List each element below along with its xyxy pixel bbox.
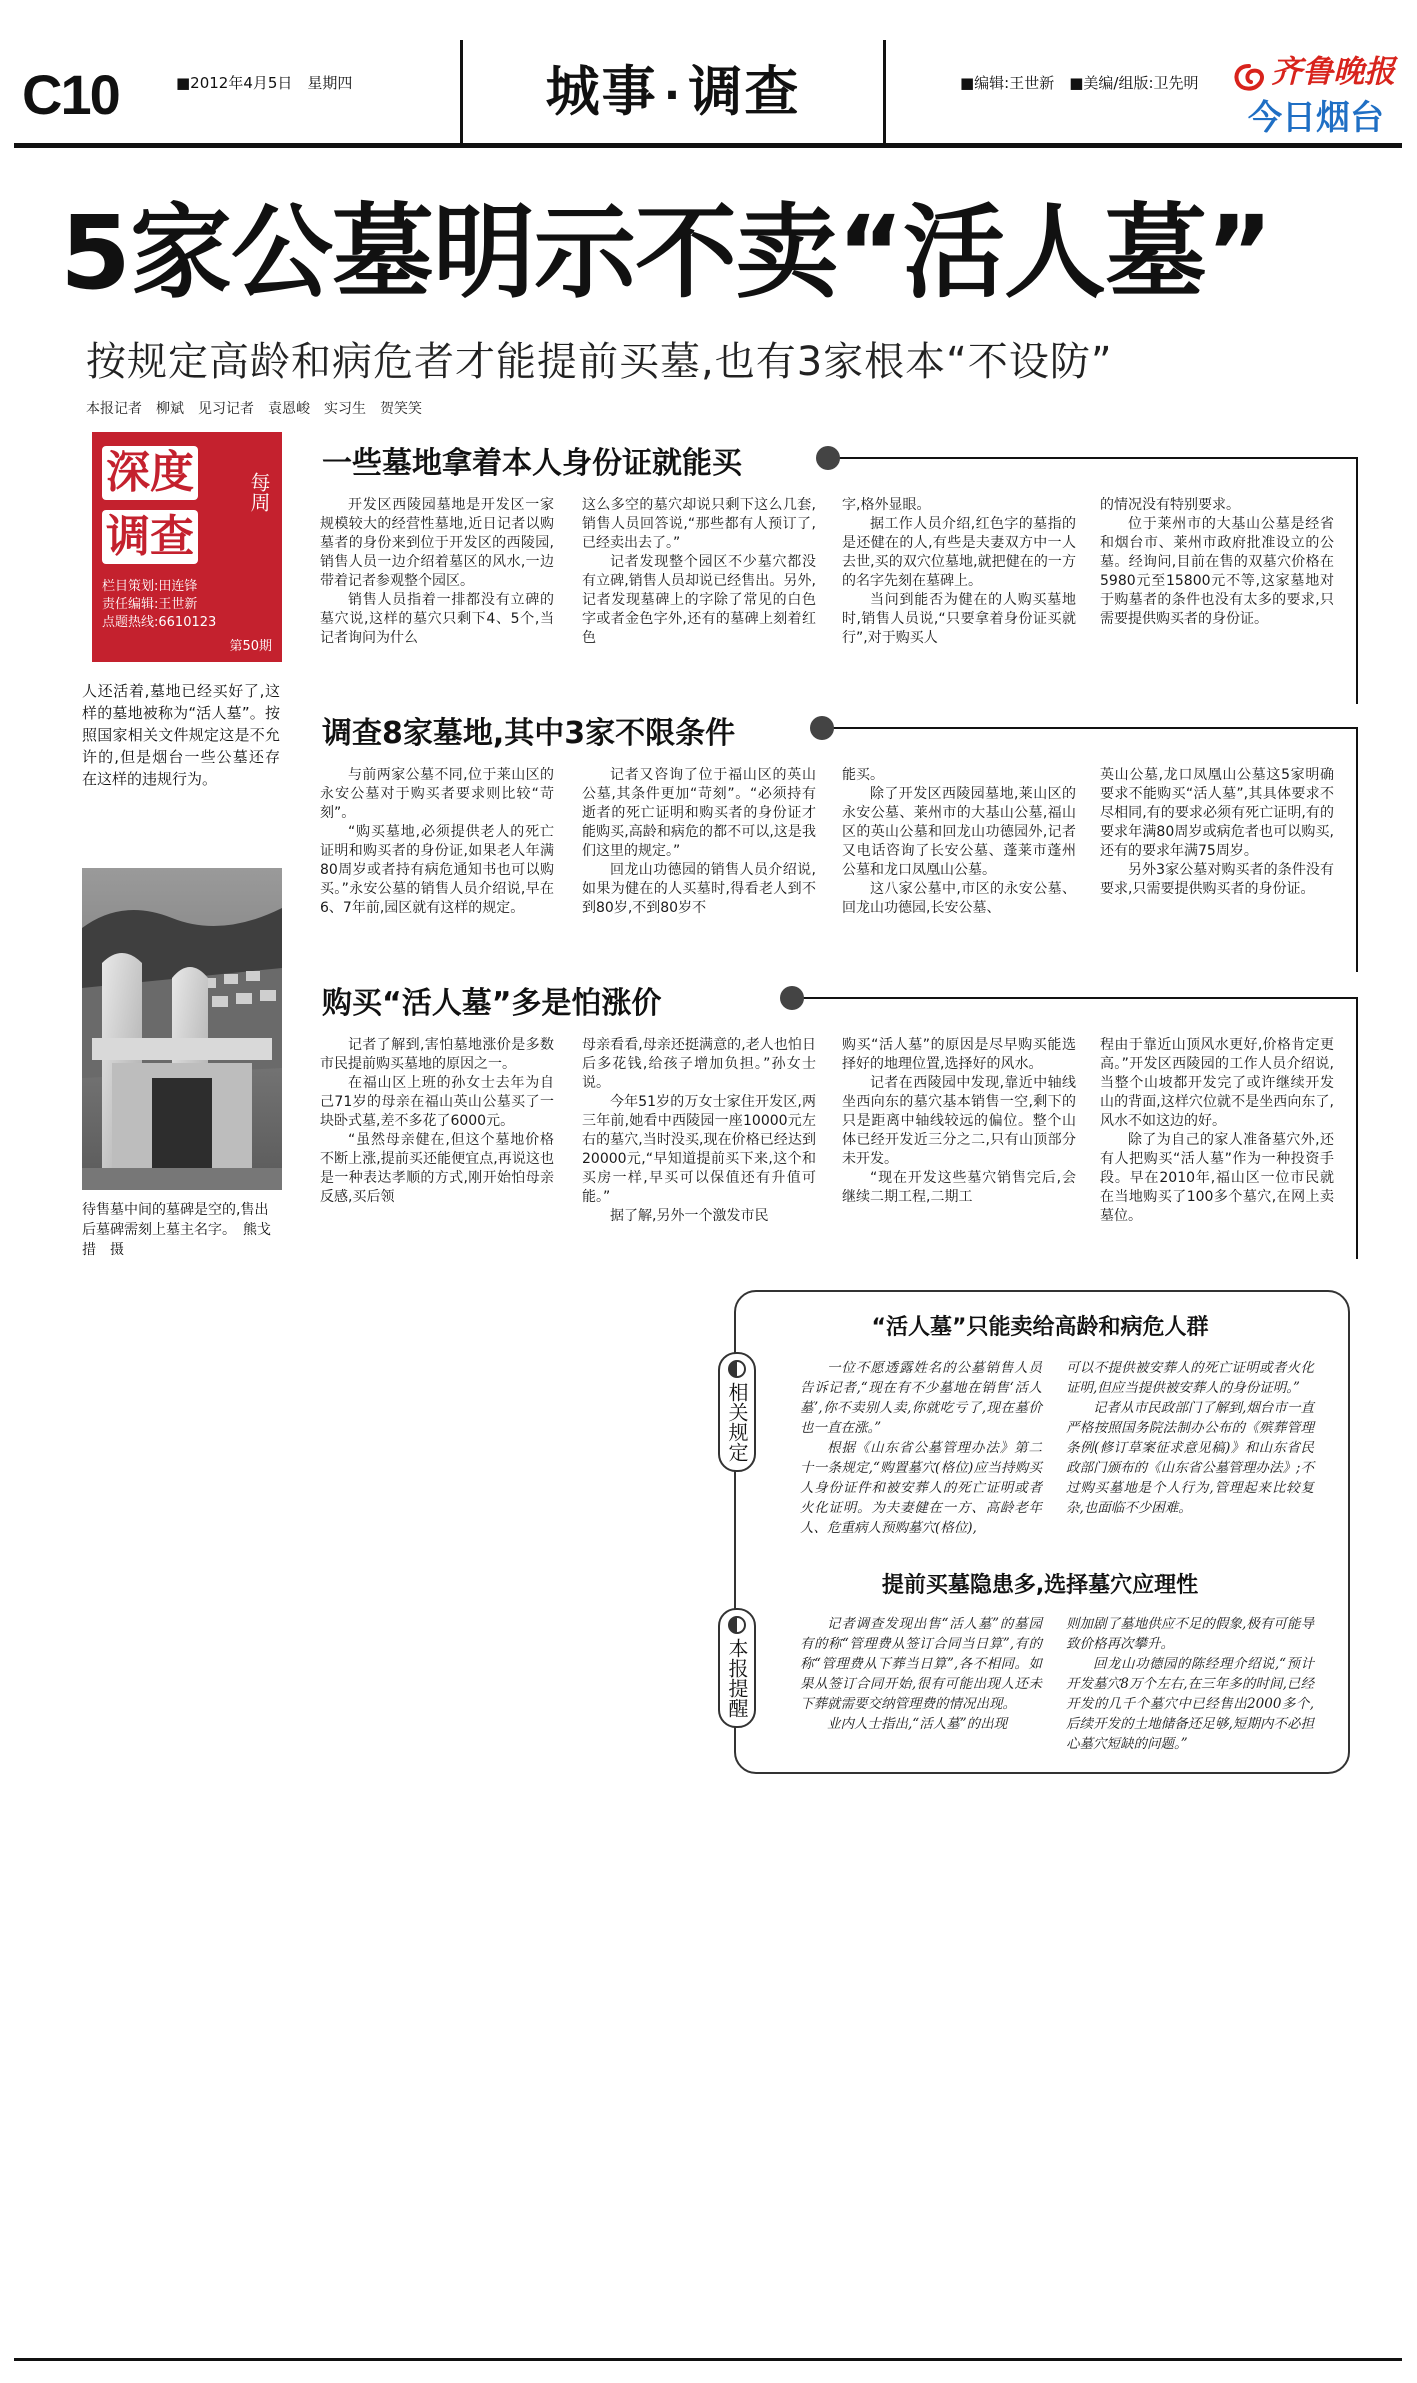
paragraph: 能买。 bbox=[842, 767, 884, 783]
section-name: 城事 bbox=[545, 60, 658, 123]
section-heading bbox=[460, 40, 886, 144]
paragraph: “虽然母亲健在,但这个墓地价格不断上涨,提前买还能便宜点,再说这也是一种表达孝顺的方式,刚开始怕母亲反感,买后领 bbox=[320, 1132, 554, 1205]
paragraph: 字,格外显眼。 bbox=[842, 497, 931, 513]
badge-title-line2: 调查 bbox=[102, 510, 198, 564]
section-frame-1 bbox=[1356, 457, 1358, 704]
section-title-1: 一些墓地拿着本人身份证就能买 bbox=[322, 446, 742, 481]
paragraph: 今年51岁的万女士家住开发区,两三年前,她看中西陵园一座10000元左右的墓穴,当时没买,现在价格已经达到20000元,“早知道提前买下来,这个和买房一样,早买可以保值还有升值可能。” bbox=[582, 1094, 816, 1205]
infobox-block1-left bbox=[800, 1358, 1042, 1538]
editor-credits: ■编辑:王世新 ■美编/组版:卫先明 bbox=[960, 74, 1199, 92]
section-1-column-4 bbox=[1100, 496, 1334, 629]
section-title-3: 购买“活人墓”多是怕涨价 bbox=[322, 986, 662, 1021]
tag-label: 本报提醒 bbox=[725, 1638, 749, 1718]
section-2-column-3 bbox=[842, 766, 1076, 918]
paragraph: 程由于靠近山顶风水更好,价格肯定更高。”开发区西陵园的工作人员介绍说,当整个山坡都开发完了或许继续开发山的背面,这样穴位就不是坐西向东了,风水不如这边的好。 bbox=[1100, 1037, 1334, 1129]
photo-illustration bbox=[82, 868, 282, 1190]
section-marker-1 bbox=[816, 446, 840, 470]
section-3-column-3 bbox=[842, 1036, 1076, 1207]
paragraph: 位于莱州市的大基山公墓是经省和烟台市、莱州市政府批准设立的公墓。经询问,目前在售的双墓穴价格在5980元至15800元不等,这家墓地对于购墓者的条件也没有太多的要求,只需要提供购买者的身份证。 bbox=[1100, 516, 1334, 627]
paragraph: 另外3家公墓对购买者的条件没有要求,只需要提供购买者的身份证。 bbox=[1100, 862, 1334, 897]
tag-label: 相关规定 bbox=[725, 1382, 749, 1462]
paragraph: 购买“活人墓”的原因是尽早购买能选择好的地理位置,选择好的风水。 bbox=[842, 1037, 1076, 1072]
intro-paragraph: 人还活着,墓地已经买好了,这样的墓地被称为“活人墓”。按照国家相关文件规定这是不允许的,但是烟台一些公墓还存在这样的违规行为。 bbox=[82, 682, 280, 788]
logo-swirl-icon bbox=[1232, 63, 1266, 93]
photo-caption: 待售墓中间的墓碑是空的,售出后墓碑需刻上墓主名字。 熊戈措 摄 bbox=[82, 1202, 271, 1258]
paragraph: 记者了解到,害怕墓地涨价是多数市民提前购买墓地的原因之一。 bbox=[320, 1037, 554, 1072]
section-rule-3 bbox=[800, 997, 1356, 999]
section-1-column-1 bbox=[320, 496, 554, 648]
section-3-column-1 bbox=[320, 1036, 554, 1207]
paragraph: 则加剧了墓地供应不足的假象,极有可能导致价格再次攀升。 bbox=[1066, 1616, 1314, 1652]
paragraph: 在福山区上班的孙女士去年为自己71岁的母亲在福山英山公墓买了一块卧式墓,差不多花了6000元。 bbox=[320, 1075, 554, 1129]
paragraph: 英山公墓,龙口凤凰山公墓这5家明确要求不能购买“活人墓”,其具体要求不尽相同,有的要求必须有死亡证明,有的要求年满80周岁或病危者也可以购买,还有的要求年满75周岁。 bbox=[1100, 767, 1334, 859]
section-2-column-1 bbox=[320, 766, 554, 918]
paragraph: 回龙山功德园的销售人员介绍说,如果为健在的人买墓时,得看老人到不到80岁,不到80岁不 bbox=[582, 862, 816, 916]
badge-hotline: 点题热线:6610123 bbox=[102, 615, 217, 630]
badge-week: 每周 bbox=[247, 472, 271, 512]
paragraph: 业内人士指出,“活人墓”的出现 bbox=[827, 1716, 1008, 1732]
footer-rule bbox=[14, 2358, 1402, 2361]
paragraph: “现在开发这些墓穴销售完后,会继续二期工程,二期工 bbox=[842, 1170, 1076, 1205]
paragraph: 根据《山东省公墓管理办法》第二十一条规定,“购置墓穴(格位)应当持购买人身份证件和被安葬人的死亡证明或者火化证明。为夫妻健在一方、高龄老年人、危重病人预购墓穴(格位), bbox=[800, 1440, 1042, 1536]
section-1-column-2 bbox=[582, 496, 816, 648]
section-subname: 调查 bbox=[688, 60, 801, 123]
headline: 5家公墓明示不卖“活人墓” bbox=[60, 194, 1273, 313]
infobox-tag-regulations bbox=[718, 1352, 756, 1472]
infobox-tag-reminder bbox=[718, 1608, 756, 1728]
paragraph: 一位不愿透露姓名的公墓销售人员告诉记者,“现在有不少墓地在销售‘活人墓’,你不卖别人卖,你就吃亏了,现在墓价也一直在涨。” bbox=[800, 1360, 1042, 1436]
badge-planner: 栏目策划:田连锋 bbox=[102, 579, 198, 594]
cemetery-photo bbox=[82, 868, 282, 1190]
tag-dot-icon bbox=[728, 1360, 746, 1378]
paragraph: 这么多空的墓穴却说只剩下这么几套,销售人员回答说,“那些都有人预订了,已经卖出去了。” bbox=[582, 497, 816, 551]
section-rule-1 bbox=[836, 457, 1356, 459]
column-badge bbox=[92, 432, 282, 662]
section-marker-3 bbox=[780, 986, 804, 1010]
section-1-column-3 bbox=[842, 496, 1076, 648]
section-frame-2 bbox=[1356, 727, 1358, 972]
infobox-title-1: “活人墓”只能卖给高龄和病危人群 bbox=[871, 1315, 1209, 1340]
paragraph: 记者又咨询了位于福山区的英山公墓,其条件更加“苛刻”。“必须持有逝者的死亡证明和购买者的身份证才能购买,高龄和病危的都不可以,这是我们这里的规定。” bbox=[582, 767, 816, 859]
paragraph: 与前两家公墓不同,位于莱山区的永安公墓对于购买者要求则比较“苛刻”。 bbox=[320, 767, 554, 821]
section-rule-2 bbox=[830, 727, 1356, 729]
infobox-title-2: 提前买墓隐患多,选择墓穴应理性 bbox=[881, 1573, 1199, 1598]
paragraph: 据了解,另外一个激发市民 bbox=[610, 1208, 769, 1224]
badge-editor: 责任编辑:王世新 bbox=[102, 597, 198, 612]
subheadline: 按规定高龄和病危者才能提前买墓,也有3家根本“不设防” bbox=[86, 339, 1113, 385]
logo-city: 今日烟台 bbox=[1248, 98, 1384, 138]
paragraph: 记者在西陵园中发现,靠近中轴线坐西向东的墓穴基本销售一空,剩下的只是距离中轴线较远的偏位。整个山体已经开发近三分之二,只有山顶部分未开发。 bbox=[842, 1075, 1076, 1167]
paragraph: 这八家公墓中,市区的永安公墓、回龙山功德园,长安公墓、 bbox=[842, 881, 1076, 916]
paragraph: “购买墓地,必须提供老人的死亡证明和购买者的身份证,如果老人年满80周岁或者持有病危通知书也可以购买。”永安公墓的销售人员介绍说,早在6、7年前,园区就有这样的规定。 bbox=[320, 824, 554, 916]
badge-issue: 第50期 bbox=[229, 639, 272, 654]
section-frame-3 bbox=[1356, 997, 1358, 1259]
paragraph: 记者从市民政部门了解到,烟台市一直严格按照国务院法制办公布的《殡葬管理条例(修订草案征求意见稿)》和山东省民政部门颁布的《山东省公墓管理办法》;不过购买墓地是个人行为,管理起来比较复杂,也面临不少困难。 bbox=[1066, 1400, 1314, 1516]
paragraph: 回龙山功德园的陈经理介绍说,“预计开发墓穴8万个左右,在三年多的时间,已经开发的几千个墓穴中已经售出2000多个,后续开发的土地储备还足够,短期内不必担心墓穴短缺的问题。” bbox=[1066, 1656, 1314, 1752]
paragraph: 记者发现整个园区不少墓穴都没有立碑,销售人员却说已经售出。另外,记者发现墓碑上的字除了常见的白色字或者金色字外,还有的墓碑上刻着红色 bbox=[582, 554, 816, 646]
paragraph: 据工作人员介绍,红色字的墓指的是还健在的人,有些是夫妻双方中一人去世,买的双穴位墓地,就把健在的一方的名字先刻在墓碑上。 bbox=[842, 516, 1076, 589]
paragraph: 当问到能否为健在的人购买墓地时,销售人员说,“只要拿着身份证买就行”,对于购买人 bbox=[842, 592, 1076, 646]
paragraph: 母亲看看,母亲还挺满意的,老人也怕日后多花钱,给孩子增加负担。”孙女士说。 bbox=[582, 1037, 816, 1091]
section-title-2: 调查8家墓地,其中3家不限条件 bbox=[322, 716, 736, 751]
paragraph: 记者调查发现出售“活人墓”的墓园有的称“管理费从签订合同当日算”,有的称“管理费从下葬当日算”,各不相同。如果从签订合同开始,很有可能出现人还未下葬就需要交纳管理费的情况出现。 bbox=[800, 1616, 1042, 1712]
logo-name: 齐鲁晚报 bbox=[1271, 54, 1396, 90]
paragraph: 开发区西陵园墓地是开发区一家规模较大的经营性墓地,近日记者以购墓者的身份来到位于开发区的西陵园,销售人员一边介绍着墓区的风水,一边带着记者参观整个园区。 bbox=[320, 497, 554, 589]
badge-title-line1: 深度 bbox=[102, 446, 198, 500]
paragraph: 除了为自己的家人准备墓穴外,还有人把购买“活人墓”作为一种投资手段。早在2010年,福山区一位市民就在当地购买了100多个墓穴,在网上卖墓位。 bbox=[1100, 1132, 1334, 1224]
paragraph: 销售人员指着一排都没有立碑的墓穴说,这样的墓穴只剩下4、5个,当记者询问为什么 bbox=[320, 592, 554, 646]
infobox-block2-left bbox=[800, 1614, 1042, 1734]
section-marker-2 bbox=[810, 716, 834, 740]
paragraph: 的情况没有特别要求。 bbox=[1100, 497, 1240, 513]
newspaper-logo bbox=[1232, 46, 1395, 93]
issue-date: ■2012年4月5日 星期四 bbox=[176, 74, 353, 92]
infobox-block1-right bbox=[1066, 1358, 1314, 1518]
paragraph: 可以不提供被安葬人的死亡证明或者火化证明,但应当提供被安葬人的身份证明。” bbox=[1066, 1360, 1314, 1396]
byline: 本报记者 柳斌 见习记者 袁恩峻 实习生 贺笑笑 bbox=[86, 401, 422, 417]
section-3-column-4 bbox=[1100, 1036, 1334, 1226]
section-separator: · bbox=[663, 70, 683, 121]
infobox-block2-right bbox=[1066, 1614, 1314, 1754]
paragraph: 除了开发区西陵园墓地,莱山区的永安公墓、莱州市的大基山公墓,福山区的英山公墓和回龙山功德园外,记者又电话咨询了长安公墓、蓬莱市蓬州公墓和龙口凤凰山公墓。 bbox=[842, 786, 1076, 878]
section-2-column-2 bbox=[582, 766, 816, 918]
header-rule bbox=[14, 143, 1402, 148]
page-number: C10 bbox=[22, 63, 119, 126]
section-2-column-4 bbox=[1100, 766, 1334, 899]
section-3-column-2 bbox=[582, 1036, 816, 1226]
tag-dot-icon bbox=[728, 1616, 746, 1634]
